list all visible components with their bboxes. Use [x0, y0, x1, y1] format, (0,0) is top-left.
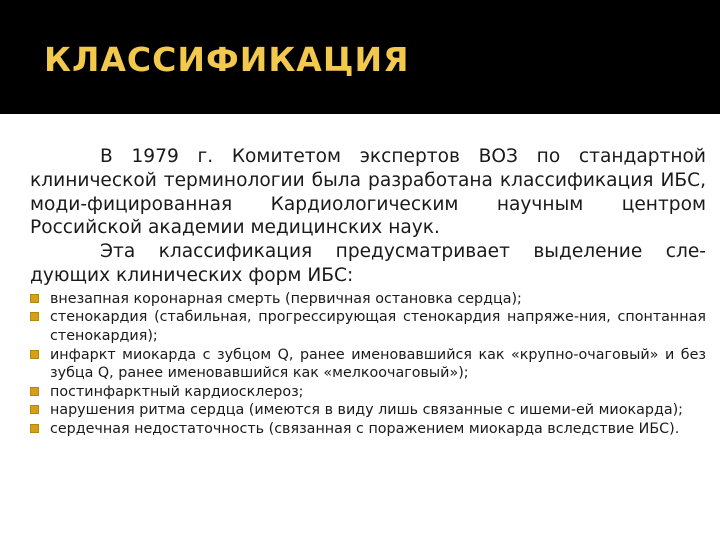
list-item-text: инфаркт миокарда с зубцом Q, ранее именовавшийся как «крупно-очаговый» и без зубца Q, ранее именовавшийся как «мелкоочаговый»);: [50, 346, 706, 382]
ibs-forms-list: [30, 290, 706, 439]
square-bullet-icon: [30, 294, 39, 303]
list-item: [30, 420, 706, 439]
title-bar: [0, 0, 720, 114]
slide-body: [30, 145, 706, 439]
list-item-text: сердечная недостаточность (связанная с поражением миокарда вследствие ИБС).: [50, 420, 680, 437]
list-item: [30, 401, 706, 420]
square-bullet-icon: [30, 350, 39, 359]
list-item: [30, 383, 706, 402]
square-bullet-icon: [30, 312, 39, 321]
forms-paragraph: Эта классификация предусматривает выделение сле-дующих клинических форм ИБС:: [30, 241, 706, 286]
list-item-text: нарушения ритма сердца (имеются в виду лишь связанные с ишеми-ей миокарда);: [50, 402, 683, 419]
list-item-text: постинфарктный кардиосклероз;: [50, 383, 304, 400]
list-item: [30, 290, 706, 309]
list-item: [30, 346, 706, 383]
square-bullet-icon: [30, 424, 39, 433]
list-item-text: внезапная коронарная смерть (первичная остановка сердца);: [50, 290, 522, 307]
square-bullet-icon: [30, 405, 39, 414]
slide-title: КЛАССИФИКАЦИЯ: [44, 40, 410, 79]
intro-paragraph: В 1979 г. Комитетом экспертов ВОЗ по стандартной клинической терминологии была разработана классификация ИБС, моди-фицированная Кардиологическим научным центром Российской академии медицинских наук.: [30, 146, 706, 239]
list-item-text: стенокардия (стабильная, прогрессирующая стенокардия напряже-ния, спонтанная стенокардия);: [50, 309, 706, 344]
list-item: [30, 308, 706, 345]
square-bullet-icon: [30, 387, 39, 396]
